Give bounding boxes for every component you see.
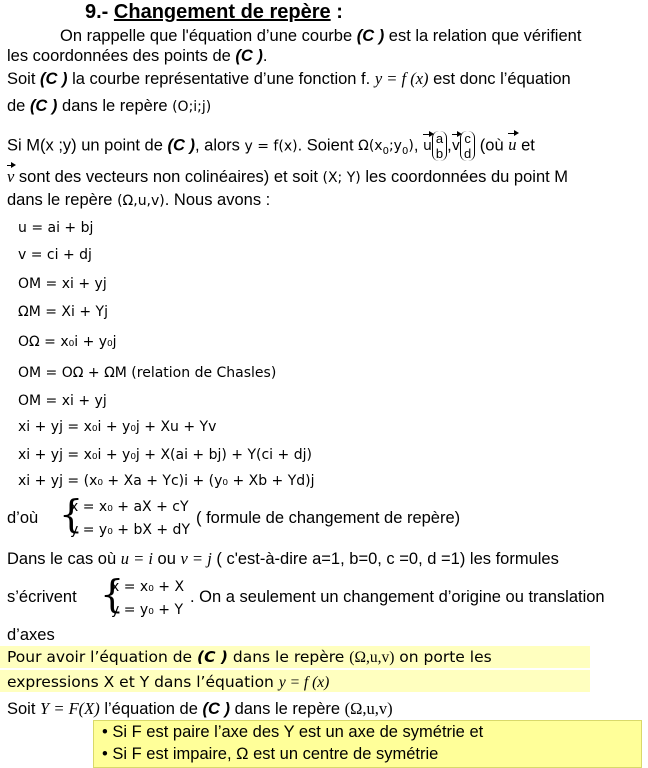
bullet-item xyxy=(102,743,438,765)
text: et xyxy=(516,136,535,155)
text: c xyxy=(464,131,471,146)
bullet-text: Si F est impaire, Ω est un centre de symétrie xyxy=(112,745,439,763)
text: . Nous avons : xyxy=(164,191,271,209)
frame-omega-uv: (Ω,u,v) xyxy=(349,649,395,666)
equation-line: v = ci + dj xyxy=(18,247,92,263)
text: ( c'est-à-dire a=1, b=0, c =0, d =1) les formules xyxy=(211,550,559,568)
para1-line2 xyxy=(7,46,268,66)
vector-v-coords xyxy=(460,131,475,161)
text: est la relation que vérifient xyxy=(384,27,582,45)
text: la courbe représentative d’une fonction f. xyxy=(67,70,375,88)
text: Soit xyxy=(7,700,41,718)
formula-caption: ( formule de changement de repère) xyxy=(196,509,461,527)
text: (où xyxy=(475,136,509,155)
vector-u: u xyxy=(422,138,432,155)
text: dans le repère xyxy=(57,97,173,115)
vector-v: v xyxy=(451,138,460,155)
vector-u: u xyxy=(508,135,517,155)
text: sont des vecteurs non colinéaires) et soit xyxy=(14,168,323,186)
text: d xyxy=(463,146,472,161)
bullet-item xyxy=(102,721,483,743)
text: expressions X et Y dans l’équation xyxy=(7,673,279,691)
text: Ω(x xyxy=(358,138,383,155)
frame-omega-uv: (Ω,u,v) xyxy=(117,193,165,209)
text: Soit xyxy=(7,70,41,88)
para2-line2 xyxy=(7,96,211,117)
system-line1: x = x₀ + X xyxy=(111,579,185,595)
curve-name: (C ) xyxy=(29,97,58,115)
text: les coordonnées du point M xyxy=(360,168,569,186)
bullet-text: Si F est paire l’axe des Y est un axe de symétrie et xyxy=(112,723,484,741)
system-line2: y = y₀ + Y xyxy=(111,602,183,618)
equation: v = j xyxy=(180,549,212,568)
cas-label: s’écrivent xyxy=(7,588,77,606)
equation-line: OM = OΩ + ΩM (relation de Chasles) xyxy=(18,365,277,381)
equation: Y = F(X) xyxy=(40,699,100,718)
equation-line: u = ai + bj xyxy=(18,220,94,236)
system-line2: y = y₀ + bX + dY xyxy=(70,522,190,538)
equation-line: xi + yj = (x₀ + Xa + Yc)i + (y₀ + Xb + Yd)j xyxy=(18,473,315,489)
frame-oij: (O;i;j) xyxy=(172,99,212,115)
system-brace: { xyxy=(59,492,84,536)
subscript: 0 xyxy=(382,146,389,158)
system-line1: x = x₀ + aX + cY xyxy=(70,499,189,515)
text: b xyxy=(435,146,444,161)
coords-XY: (X; Y) xyxy=(322,170,361,186)
subscript: 0 xyxy=(401,146,409,158)
curve-name: (C ) xyxy=(235,47,263,65)
text: On rappelle que l'équation d’une courbe xyxy=(60,27,357,45)
cas-line1 xyxy=(7,549,559,569)
curve-name: (C ) xyxy=(167,136,195,155)
equation-line: ΩM = Xi + Yj xyxy=(18,304,108,320)
text: a xyxy=(435,131,444,146)
bullet-icon: • xyxy=(102,745,108,763)
vector-u-coords xyxy=(432,131,447,161)
equation: u = i xyxy=(120,549,153,568)
cas-line3: d’axes xyxy=(7,626,55,644)
text: dans le repère xyxy=(230,700,345,718)
section-title-colon: : xyxy=(330,1,343,23)
equation-line: OM = xi + yj xyxy=(18,393,107,409)
equation-line: OM = xi + yj xyxy=(18,276,107,292)
equation: y = f(x) xyxy=(244,138,298,155)
text: les coordonnées des points de xyxy=(7,47,236,65)
pour-line1 xyxy=(7,647,492,668)
text: est donc l’équation xyxy=(428,70,571,88)
text: ) xyxy=(408,138,414,155)
cas-line2: . On a seulement un changement d’origine ou translation xyxy=(190,588,605,606)
omega-point xyxy=(358,138,414,158)
equation: y = f (x) xyxy=(278,674,330,691)
text: dans le repère xyxy=(7,191,118,209)
section-number: 9.- xyxy=(85,1,114,23)
text: l’équation de xyxy=(99,700,203,718)
text: . Soient xyxy=(297,136,359,155)
section-title xyxy=(85,1,343,24)
text: on porte les xyxy=(394,648,492,666)
dou-label: d’où xyxy=(7,509,39,527)
text: de xyxy=(7,97,30,115)
equation: y = f (x) xyxy=(374,69,429,88)
para3-line2 xyxy=(7,167,568,188)
pour-line2 xyxy=(7,672,329,693)
section-title-text: Changement de repère xyxy=(113,1,331,23)
equation-line: xi + yj = x₀i + y₀j + X(ai + bj) + Y(ci + dj) xyxy=(18,447,312,463)
text: ;y xyxy=(388,138,402,155)
curve-name: (C ) xyxy=(40,70,68,88)
curve-name: (C ) xyxy=(202,700,230,718)
para3-line1: Si M(x ;y) un point de (C ), alors y = f(x). Soient $\Omega(x_0;y_0)$, u a b ,v c d (où u et xyxy=(7,131,535,161)
soit-line xyxy=(7,699,393,719)
text: Pour avoir l’équation de xyxy=(7,648,198,666)
para3-line3 xyxy=(7,190,270,211)
text: Dans le cas où xyxy=(7,550,121,568)
text: ou xyxy=(152,550,181,568)
para1-line1 xyxy=(60,26,581,46)
equation-line: OΩ = x₀i + y₀j xyxy=(18,334,117,350)
curve-name: (C ) xyxy=(356,27,385,45)
bullet-icon: • xyxy=(102,723,108,741)
frame-omega-uv: (Ω,u,v) xyxy=(344,699,393,718)
vector-v: v xyxy=(7,167,15,186)
text: . xyxy=(262,47,268,65)
text: , alors xyxy=(194,136,245,155)
para2-line1 xyxy=(7,69,571,89)
equation-line: xi + yj = x₀i + y₀j + Xu + Yv xyxy=(18,419,217,435)
text: Si M(x ;y) un point de xyxy=(7,136,168,155)
system-brace: { xyxy=(100,572,125,616)
text: dans le repère xyxy=(227,648,350,666)
curve-name: (C ) xyxy=(197,648,228,666)
